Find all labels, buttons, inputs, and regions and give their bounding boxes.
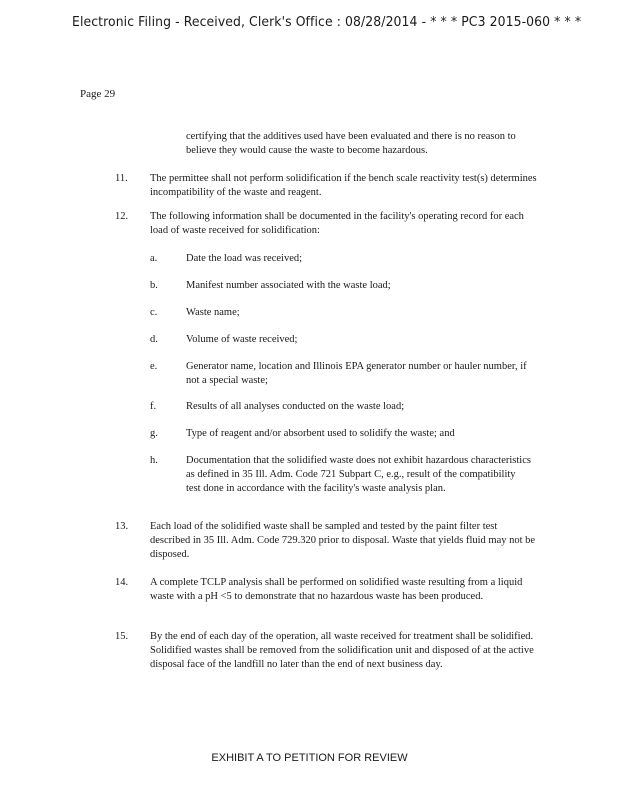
subitem-text: Documentation that the solidified waste does not exhibit hazardous characteristics as defined in 35 Ill. Adm. Code 721 Subpart C, e.g., result of the compatibility test done in accordance with the facility's waste analysis plan. (186, 455, 531, 494)
item-text: By the end of each day of the operation, all waste received for treatment shall be solidified. Solidified wastes shall be removed from the solidification unit and disposed of at the active disposal face of the landfill no later than the end of next business day. (150, 631, 534, 670)
page-number: Page 29 (80, 88, 116, 100)
subitem-letter: d. (150, 334, 158, 345)
subitem-letter: f. (150, 401, 157, 412)
subitem-text: Generator name, location and Illinois EPA generator number or hauler number, if not a special waste; (186, 361, 527, 386)
subitem-text: Volume of waste received; (186, 334, 298, 345)
item-text: The permittee shall not perform solidification if the bench scale reactivity test(s) determines incompatibility of the waste and reagent. (150, 173, 537, 198)
subitem-letter: a. (150, 253, 158, 264)
item-number: 11. (115, 173, 128, 184)
item-text: Each load of the solidified waste shall be sampled and tested by the paint filter test described in 35 Ill. Adm. Code 729.320 prior to disposal. Waste that yields fluid may not be disposed. (150, 521, 536, 560)
item-text: The following information shall be documented in the facility's operating record for each load of waste received for solidification: (150, 211, 524, 236)
subitem-text: Waste name; (186, 307, 240, 318)
exhibit-footer: EXHIBIT A TO PETITION FOR REVIEW (211, 752, 408, 764)
subitem-letter: c. (150, 307, 158, 318)
item-text: A complete TCLP analysis shall be performed on solidified waste resulting from a liquid waste with a pH <5 to demonstrate that no hazardous waste has been produced. (150, 577, 523, 602)
subitem-letter: g. (150, 428, 158, 439)
subitem-text: Results of all analyses conducted on the waste load; (186, 401, 405, 412)
subitem-text: Date the load was received; (186, 253, 303, 264)
subitem-text: Type of reagent and/or absorbent used to solidify the waste; and (186, 428, 455, 439)
item-number: 14. (115, 577, 129, 588)
subitem-letter: h. (150, 455, 158, 466)
subitem-letter: e. (150, 361, 158, 372)
intro-paragraph: certifying that the additives used have been evaluated and there is no reason to believe they would cause the waste to become hazardous. (186, 131, 516, 156)
subitem-letter: b. (150, 280, 158, 291)
item-number: 13. (115, 521, 129, 532)
filing-header: Electronic Filing - Received, Clerk's Office : 08/28/2014 - * * * PC3 2015-060 * * * (72, 14, 582, 30)
item-number: 15. (115, 631, 129, 642)
subitem-text: Manifest number associated with the waste load; (186, 280, 391, 291)
item-number: 12. (115, 211, 129, 222)
